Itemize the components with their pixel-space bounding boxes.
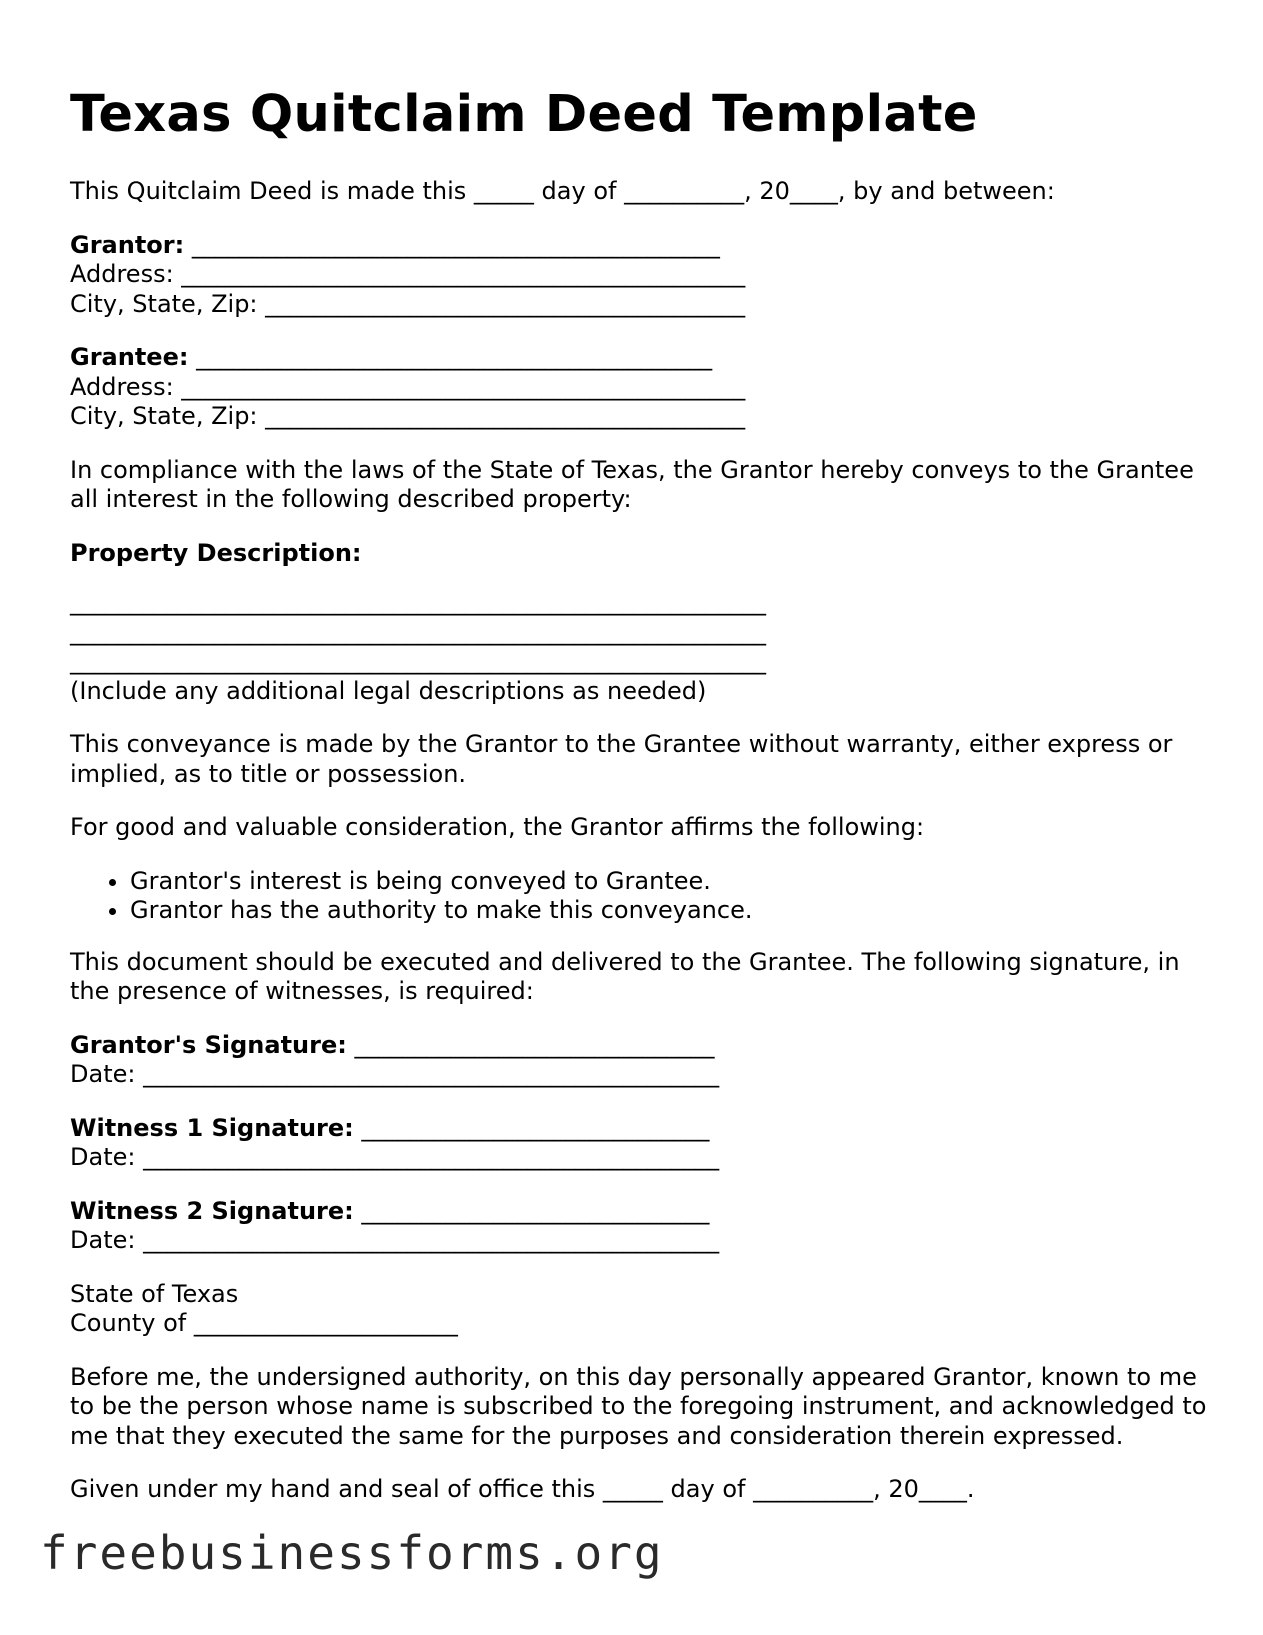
document-page bbox=[70, 84, 1210, 1529]
affirmation-list bbox=[70, 867, 1210, 926]
grantor-address: Address: _______________________________________________ bbox=[70, 260, 746, 289]
grantor-signature-section bbox=[70, 1031, 1210, 1090]
compliance-paragraph bbox=[70, 456, 1210, 515]
property-line-3: __________________________________________________________ bbox=[70, 647, 766, 676]
grantor-name-blank: ____________________________________________ bbox=[184, 230, 720, 259]
grantor-signature-date: Date: ________________________________________________ bbox=[70, 1060, 720, 1089]
grantor-city-state-zip: City, State, Zip: ________________________________________ bbox=[70, 289, 746, 318]
grantor-signature-line bbox=[70, 1031, 1210, 1061]
grantor-signature-label: Grantor's Signature: bbox=[70, 1030, 347, 1059]
grantee-label: Grantee: bbox=[70, 343, 189, 372]
watermark: freebusinessforms.org bbox=[40, 1526, 664, 1580]
witness-2-section bbox=[70, 1197, 1210, 1256]
grantee-section bbox=[70, 343, 1210, 432]
property-description-label: Property Description: bbox=[70, 538, 362, 567]
document-title: Texas Quitclaim Deed Template bbox=[70, 85, 978, 144]
conveyance-paragraph bbox=[70, 730, 1210, 789]
witness-2-signature-label: Witness 2 Signature: bbox=[70, 1196, 354, 1225]
compliance-text: In compliance with the laws of the State of Texas, the Grantor hereby conveys to the Grantee all interest in the following described property: bbox=[70, 455, 1194, 514]
grantee-line bbox=[70, 343, 1210, 373]
notary-county: County of ______________________ bbox=[70, 1309, 458, 1338]
property-description-lines bbox=[70, 588, 1210, 677]
notary-state: State of Texas bbox=[70, 1279, 239, 1308]
intro-paragraph bbox=[70, 177, 1210, 207]
notary-venue bbox=[70, 1280, 1210, 1339]
notary-statement: Before me, the undersigned authority, on this day personally appeared Grantor, known to me to be the person whose name is subscribed to the foregoing instrument, and acknowledged to me that they executed the same for the purposes and consideration therein expressed. bbox=[70, 1362, 1207, 1450]
witness-1-section bbox=[70, 1114, 1210, 1173]
list-item: • Grantor has the authority to make this conveyance. bbox=[130, 896, 1210, 926]
grantor-label: Grantor: bbox=[70, 230, 185, 259]
grantor-signature-blank: ______________________________ bbox=[346, 1030, 715, 1059]
witness-2-signature-blank: _____________________________ bbox=[353, 1196, 710, 1225]
property-line-1: __________________________________________________________ bbox=[70, 588, 766, 617]
property-note: (Include any additional legal descriptions as needed) bbox=[70, 676, 707, 705]
witness-1-signature-blank: _____________________________ bbox=[353, 1113, 710, 1142]
consideration-text: For good and valuable consideration, the Grantor affirms the following: bbox=[70, 813, 925, 842]
witness-1-date: Date: ________________________________________________ bbox=[70, 1143, 720, 1172]
grantor-section bbox=[70, 231, 1210, 320]
list-item: • Grantor's interest is being conveyed to Grantee. bbox=[130, 867, 1210, 897]
notary-given: Given under my hand and seal of office this _____ day of __________, 20____. bbox=[70, 1475, 975, 1504]
grantee-city-state-zip: City, State, Zip: ________________________________________ bbox=[70, 402, 746, 431]
grantor-line bbox=[70, 231, 1210, 261]
intro-text: This Quitclaim Deed is made this _____ day of __________, 20____, by and between: bbox=[70, 177, 1055, 206]
execution-text: This document should be executed and delivered to the Grantee. The following signature, in the presence of witnesses, is required: bbox=[70, 947, 1180, 1006]
notary-given-paragraph bbox=[70, 1475, 1210, 1505]
property-section bbox=[70, 539, 1210, 707]
witness-1-signature-label: Witness 1 Signature: bbox=[70, 1113, 354, 1142]
execution-paragraph bbox=[70, 948, 1210, 1007]
consideration-paragraph bbox=[70, 813, 1210, 843]
property-line-2: __________________________________________________________ bbox=[70, 617, 766, 646]
conveyance-text: This conveyance is made by the Grantor to the Grantee without warranty, either express or implied, as to title or possession. bbox=[70, 730, 1173, 788]
grantee-address: Address: _______________________________________________ bbox=[70, 372, 746, 401]
notary-statement-paragraph bbox=[70, 1363, 1210, 1452]
grantee-name-blank: ___________________________________________ bbox=[188, 343, 713, 372]
witness-1-signature-line bbox=[70, 1114, 1210, 1144]
witness-2-signature-line bbox=[70, 1197, 1210, 1227]
witness-2-date: Date: ________________________________________________ bbox=[70, 1226, 720, 1255]
